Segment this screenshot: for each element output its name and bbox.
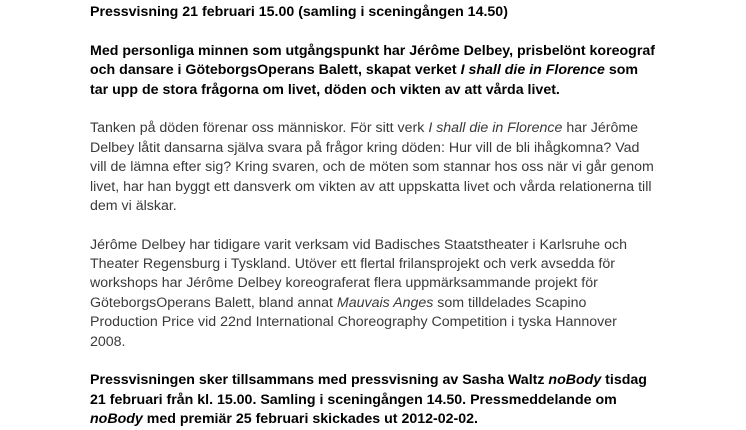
- lead-line-3: tar upp de stora frågorna om livet, döden och vikten av att vårda livet.: [90, 81, 560, 98]
- work-title: noBody: [548, 372, 602, 389]
- body-text: har Jérôme: [562, 120, 639, 137]
- work-title: I shall die in Florence: [428, 120, 563, 137]
- work-title: Mauvais Anges: [336, 294, 434, 311]
- lead-text: och dansare i GöteborgsOperans Balett, skapat verket: [90, 62, 461, 79]
- paragraph-line: Jérôme Delbey har tidigare varit verksam vid Badisches Staatstheater i Karlsruhe och: [90, 236, 628, 253]
- paragraph-line: Theater Regensburg i Tyskland. Utöver ett flertal frilansprojekt och verk avsedda för: [90, 256, 615, 273]
- paragraph-line: Production Price vid 22nd International Choreography Competition i tyska Hannover: [90, 314, 617, 331]
- lead-text: som: [604, 62, 638, 79]
- body-text: GöteborgsOperans Balett, bland annat: [90, 294, 337, 311]
- press-screening-paragraph: [90, 371, 650, 429]
- paragraph-line: dem vi älskar.: [90, 197, 177, 214]
- paragraph-line: workshops har Jérôme Delbey koreograferat flera uppmärksammande projekt för: [90, 275, 598, 292]
- body-text: tisdag: [601, 372, 647, 389]
- body-text: som tilldelades Scapino: [433, 294, 587, 311]
- body-paragraph-2: [90, 236, 650, 352]
- spacer: [90, 216, 650, 235]
- work-title: noBody: [90, 411, 143, 428]
- spacer: [90, 22, 650, 41]
- document-page: [90, 0, 655, 430]
- body-paragraph-1: [90, 119, 654, 216]
- lead-paragraph: [90, 42, 655, 100]
- paragraph-line: 21 februari från kl. 15.00. Samling i sceningången 14.50. Pressmeddelande om: [90, 391, 617, 408]
- paragraph-line: [90, 294, 650, 313]
- paragraph-line: [90, 119, 650, 138]
- paragraph-line: [90, 371, 650, 390]
- spacer: [90, 100, 650, 119]
- paragraph-line: Delbey låtit dansarna själva svara på frågor kring döden: Hur vill de bli ihågkomna? Vad: [90, 139, 640, 156]
- body-text: Tanken på döden förenar oss människor. För sitt verk: [90, 120, 429, 137]
- paragraph-line: 2008.: [90, 333, 126, 350]
- body-text: med premiär 25 februari skickades ut 2012-02-02.: [142, 411, 478, 428]
- spacer: [90, 352, 650, 371]
- paragraph-line: livet, har han byggt ett dansverk om vikten av att uppskatta livet och vårda relationerna till: [90, 178, 652, 195]
- press-screening-heading: Pressvisning 21 februari 15.00 (samling i sceningången 14.50): [90, 4, 508, 20]
- lead-line-2: [90, 61, 650, 80]
- paragraph-line: [90, 410, 650, 429]
- work-title: I shall die in Florence: [460, 62, 605, 79]
- lead-line-1: Med personliga minnen som utgångspunkt har Jérôme Delbey, prisbelönt koreograf: [90, 42, 655, 59]
- body-text: Pressvisningen sker tillsammans med pressvisning av Sasha Waltz: [90, 372, 549, 389]
- paragraph-line: vill de lämna efter sig? Kring svaren, och de möten som stannar hos oss när vi går genom: [90, 159, 654, 176]
